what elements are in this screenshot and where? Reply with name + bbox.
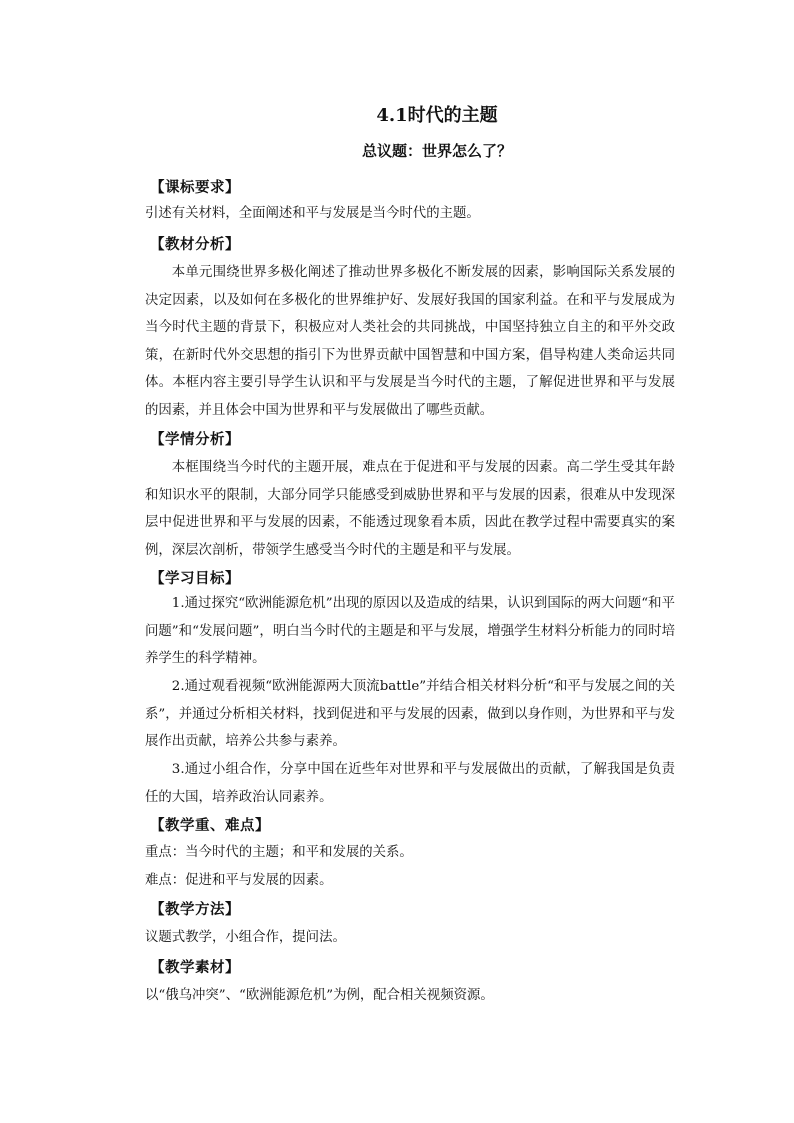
heading-materials: 【教学素材】 bbox=[150, 959, 240, 976]
heading-methods: 【教学方法】 bbox=[150, 901, 240, 918]
materials-text: 以“俄乌冲突”、“欧洲能源危机”为例，配合相关视频资源。 bbox=[145, 988, 494, 1003]
objective-item-3: 3.通过小组合作，分享中国在近些年对世界和平与发展做出的贡献，了解我国是负责任的大国，培养政治认同素养。 bbox=[145, 762, 675, 805]
heading-objectives: 【学习目标】 bbox=[150, 570, 240, 587]
key-point-text: 重点：当今时代的主题；和平和发展的关系。 bbox=[145, 845, 413, 860]
students-text: 本框围绕当今时代的主题开展，难点在于促进和平与发展的因素。高二学生受其年龄和知识水平的限制，大部分同学只能感受到威胁世界和平与发展的因素，很难从中发现深层中促进世界和平与发展的因素，不能透过现象看本质，因此在教学过程中需要真实的案例，深层次剖析，带领学生感受当今时代的主题是和平与发展。 bbox=[145, 460, 675, 558]
textbook-text: 本单元围绕世界多极化阐述了推动世界多极化不断发展的因素，影响国际关系发展的决定因素，以及如何在多极化的世界维护好、发展好我国的国家利益。在和平与发展成为当今时代主题的背景下，积极应对人类社会的共同挑战，中国坚持独立自主的和平外交政策，在新时代外交思想的指引下为世界贡献中国智慧和中国方案，倡导构建人类命运共同体。本框内容主要引导学生认识和平与发展是当今时代的主题，了解促进世界和平与发展的因素，并且体会中国为世界和平与发展做出了哪些贡献。 bbox=[145, 265, 675, 418]
objective-item-2: 2.通过观看视频“欧洲能源两大顶流battle”并结合相关材料分析“和平与发展之间的关系”，并通过分析相关材料，找到促进和平与发展的因素，做到以身作则，为世界和平与发展作出贡献，培养公共参与素养。 bbox=[145, 679, 675, 750]
heading-key-points: 【教学重、难点】 bbox=[150, 817, 270, 834]
page-title: 4.1时代的主题 bbox=[376, 105, 498, 126]
heading-curriculum: 【课标要求】 bbox=[150, 179, 240, 196]
difficult-point-text: 难点：促进和平与发展的因素。 bbox=[145, 873, 333, 888]
objective-item-1: 1.通过探究“欧洲能源危机”出现的原因以及造成的结果，认识到国际的两大问题“和平问题”和“发展问题”，明白当今时代的主题是和平与发展，增强学生材料分析能力的同时培养学生的科学精神。 bbox=[145, 596, 675, 667]
heading-textbook: 【教材分析】 bbox=[150, 236, 240, 253]
heading-students: 【学情分析】 bbox=[150, 431, 240, 448]
methods-text: 议题式教学，小组合作，提问法。 bbox=[145, 930, 346, 945]
page-subtitle: 总议题：世界怎么了？ bbox=[361, 142, 512, 160]
curriculum-text: 引述有关材料，全面阐述和平与发展是当今时代的主题。 bbox=[145, 206, 480, 221]
